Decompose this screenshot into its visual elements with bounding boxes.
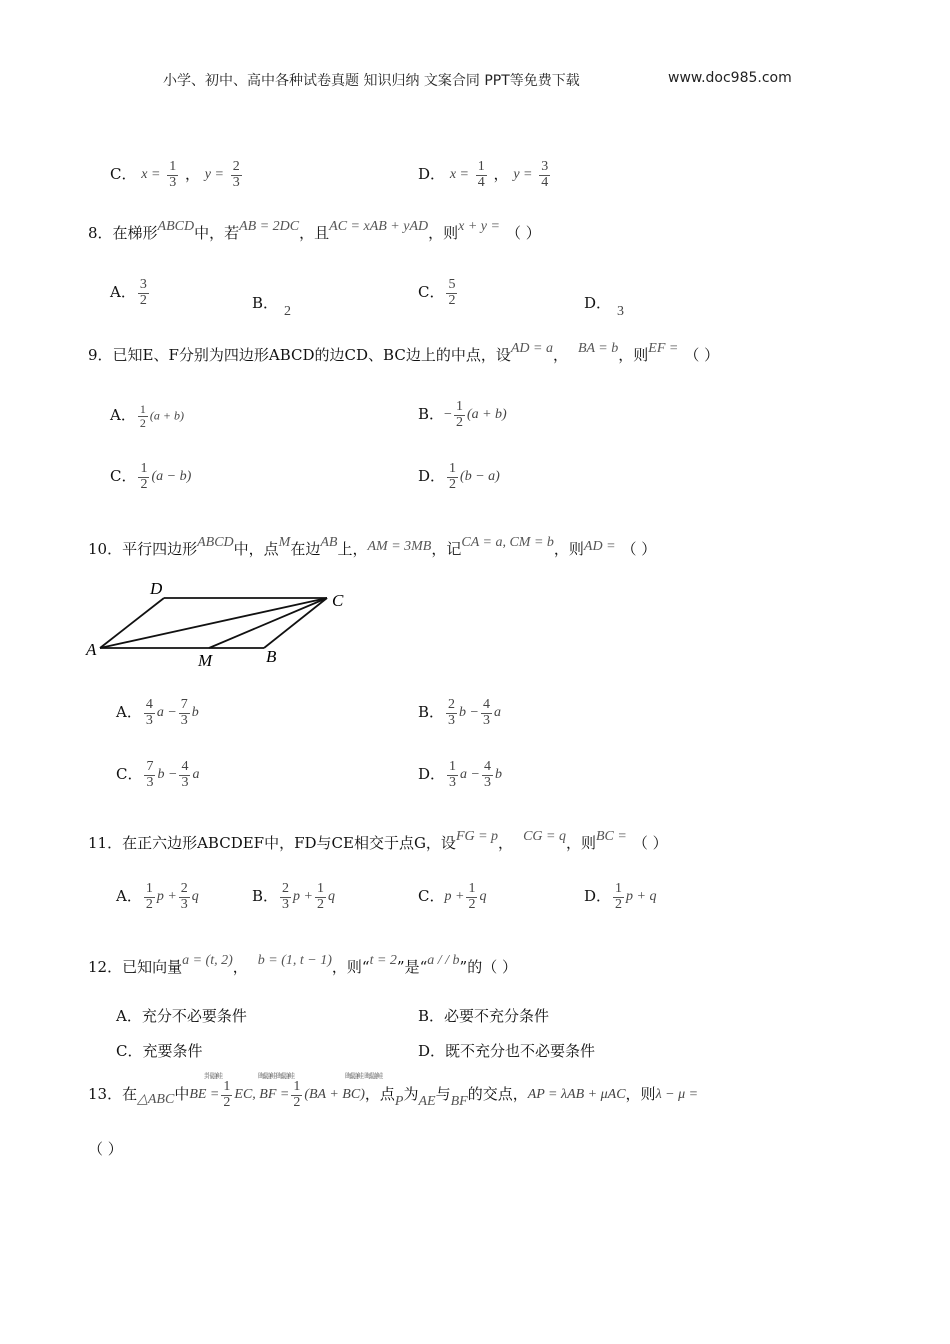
header-site-link[interactable]: www.doc985.com — [668, 70, 792, 86]
q12-option-a[interactable]: A．充分不必要条件 — [116, 1007, 247, 1025]
q9-option-d[interactable]: D． $\frac{1}{2}$ (b − a) — [418, 461, 500, 492]
fraction: $\frac{1}{2}$ — [455, 399, 463, 430]
q11-option-b[interactable]: B． $\frac{2}{3}$ p + $\frac{1}{2}$ q — [252, 881, 335, 912]
q11-option-c[interactable]: C．p + $\frac{1}{2}$ q — [418, 881, 487, 912]
q13-answer-paren: （ ） — [88, 1140, 123, 1158]
math: y = — [204, 167, 224, 183]
label-b: B — [266, 647, 277, 666]
q9-option-c[interactable]: C． $\frac{1}{2}$ (a − b) — [110, 461, 192, 492]
q9-stem: 9．已知E、F分别为四边形ABCD的边CD、BC边上的中点，设AD = a， BA = b，则EF = （ ） — [88, 341, 720, 364]
q10-option-a[interactable]: A． $\frac{4}{3}$ a − $\frac{7}{3}$ b — [116, 697, 199, 728]
option-label: C． — [110, 165, 137, 184]
fraction: $\frac{1}{3}$ — [169, 159, 177, 190]
q10-stem: 10．平行四边形ABCD中，点M在边AB上，AM = 3MB，记CA = a, CM = b，则AD = （ ） — [88, 535, 657, 558]
q8-stem: 8．在梯形ABCD中，若AB = 2DC，且AC = xAB + yAD，则x + y = （ ） — [88, 219, 541, 242]
math: x = — [449, 167, 469, 183]
option-label: D． — [418, 165, 446, 184]
fraction: $\frac{1}{2}$ — [449, 461, 457, 492]
q11-stem: 11．在正六边形ABCDEF中，FD与CE相交于点G，设FG = p， CG = q，则BC = （ ） — [88, 829, 668, 852]
label-c: C — [332, 591, 344, 610]
q8-option-a[interactable]: A． $\frac{3}{2}$ — [110, 277, 147, 308]
fraction: $\frac{1}{4}$ — [477, 159, 485, 190]
q10-option-d[interactable]: D． $\frac{1}{3}$ a − $\frac{4}{3}$ b — [418, 759, 502, 790]
label-m: M — [198, 651, 213, 670]
label-d: D — [150, 579, 163, 598]
fraction: $\frac{3}{4}$ — [541, 159, 549, 190]
q9-option-a[interactable]: A． $\frac{1}{2}$ (a + b) — [110, 402, 184, 430]
q12-stem: 12．已知向量a = (t, 2)， b = (1, t − 1)，则“t = 2”是“a / / b”的（ ） — [88, 953, 517, 976]
q10-option-b[interactable]: B． $\frac{2}{3}$ b − $\frac{4}{3}$ a — [418, 697, 501, 728]
parallelogram-figure — [82, 578, 362, 674]
fraction: $\frac{3}{2}$ — [139, 277, 147, 308]
q7-option-d[interactable]: D． x = $\frac{1}{4}$ ， y = $\frac{3}{4}$ — [418, 159, 549, 190]
math: x = — [141, 167, 161, 183]
q8-option-b[interactable]: B． 2 — [252, 294, 292, 319]
fraction: $\frac{1}{2}$ — [139, 402, 146, 430]
q8-option-d[interactable]: D． 3 — [584, 294, 625, 319]
render-artifact: 晦鼬鲑 晦鼬鲑 — [345, 1072, 383, 1080]
diagonal-ac — [100, 598, 327, 648]
q8-option-c[interactable]: C． $\frac{5}{2}$ — [418, 277, 456, 308]
header-text: 小学、初中、高中各种试卷真题 知识归纳 文案合同 PPT等免费下载 — [163, 73, 580, 89]
fraction: $\frac{5}{2}$ — [448, 277, 456, 308]
segment-cm — [209, 598, 327, 648]
q9-option-b[interactable]: B．− $\frac{1}{2}$ (a + b) — [418, 399, 507, 430]
fraction: $\frac{1}{2}$ — [140, 461, 148, 492]
q10-option-c[interactable]: C． $\frac{7}{3}$ b − $\frac{4}{3}$ a — [116, 759, 200, 790]
render-artifact: 晦鼬鲑晦鼬鲑 — [258, 1072, 294, 1080]
render-artifact: 卦鼬鲑 — [204, 1072, 222, 1080]
math: y = — [513, 167, 533, 183]
q13-stem: 13．在△ABC中BE = $\frac{1}{2}$ EC, BF = $\frac{1}{2}$ (BA + BC)，点P为AE与BF的交点，AP = λAB + μAC，则λ − μ = — [88, 1079, 699, 1110]
q12-option-b[interactable]: B．必要不充分条件 — [418, 1007, 550, 1025]
fraction: $\frac{2}{3}$ — [232, 159, 240, 190]
q11-option-a[interactable]: A． $\frac{1}{2}$ p + $\frac{2}{3}$ q — [116, 881, 199, 912]
q12-option-d[interactable]: D．既不充分也不必要条件 — [418, 1042, 596, 1060]
q7-option-c[interactable]: C． x = $\frac{1}{3}$ ， y = $\frac{2}{3}$ — [110, 159, 240, 190]
q12-option-c[interactable]: C．充要条件 — [116, 1042, 203, 1060]
label-a: A — [86, 640, 97, 659]
q11-option-d[interactable]: D． $\frac{1}{2}$ p + q — [584, 881, 657, 912]
